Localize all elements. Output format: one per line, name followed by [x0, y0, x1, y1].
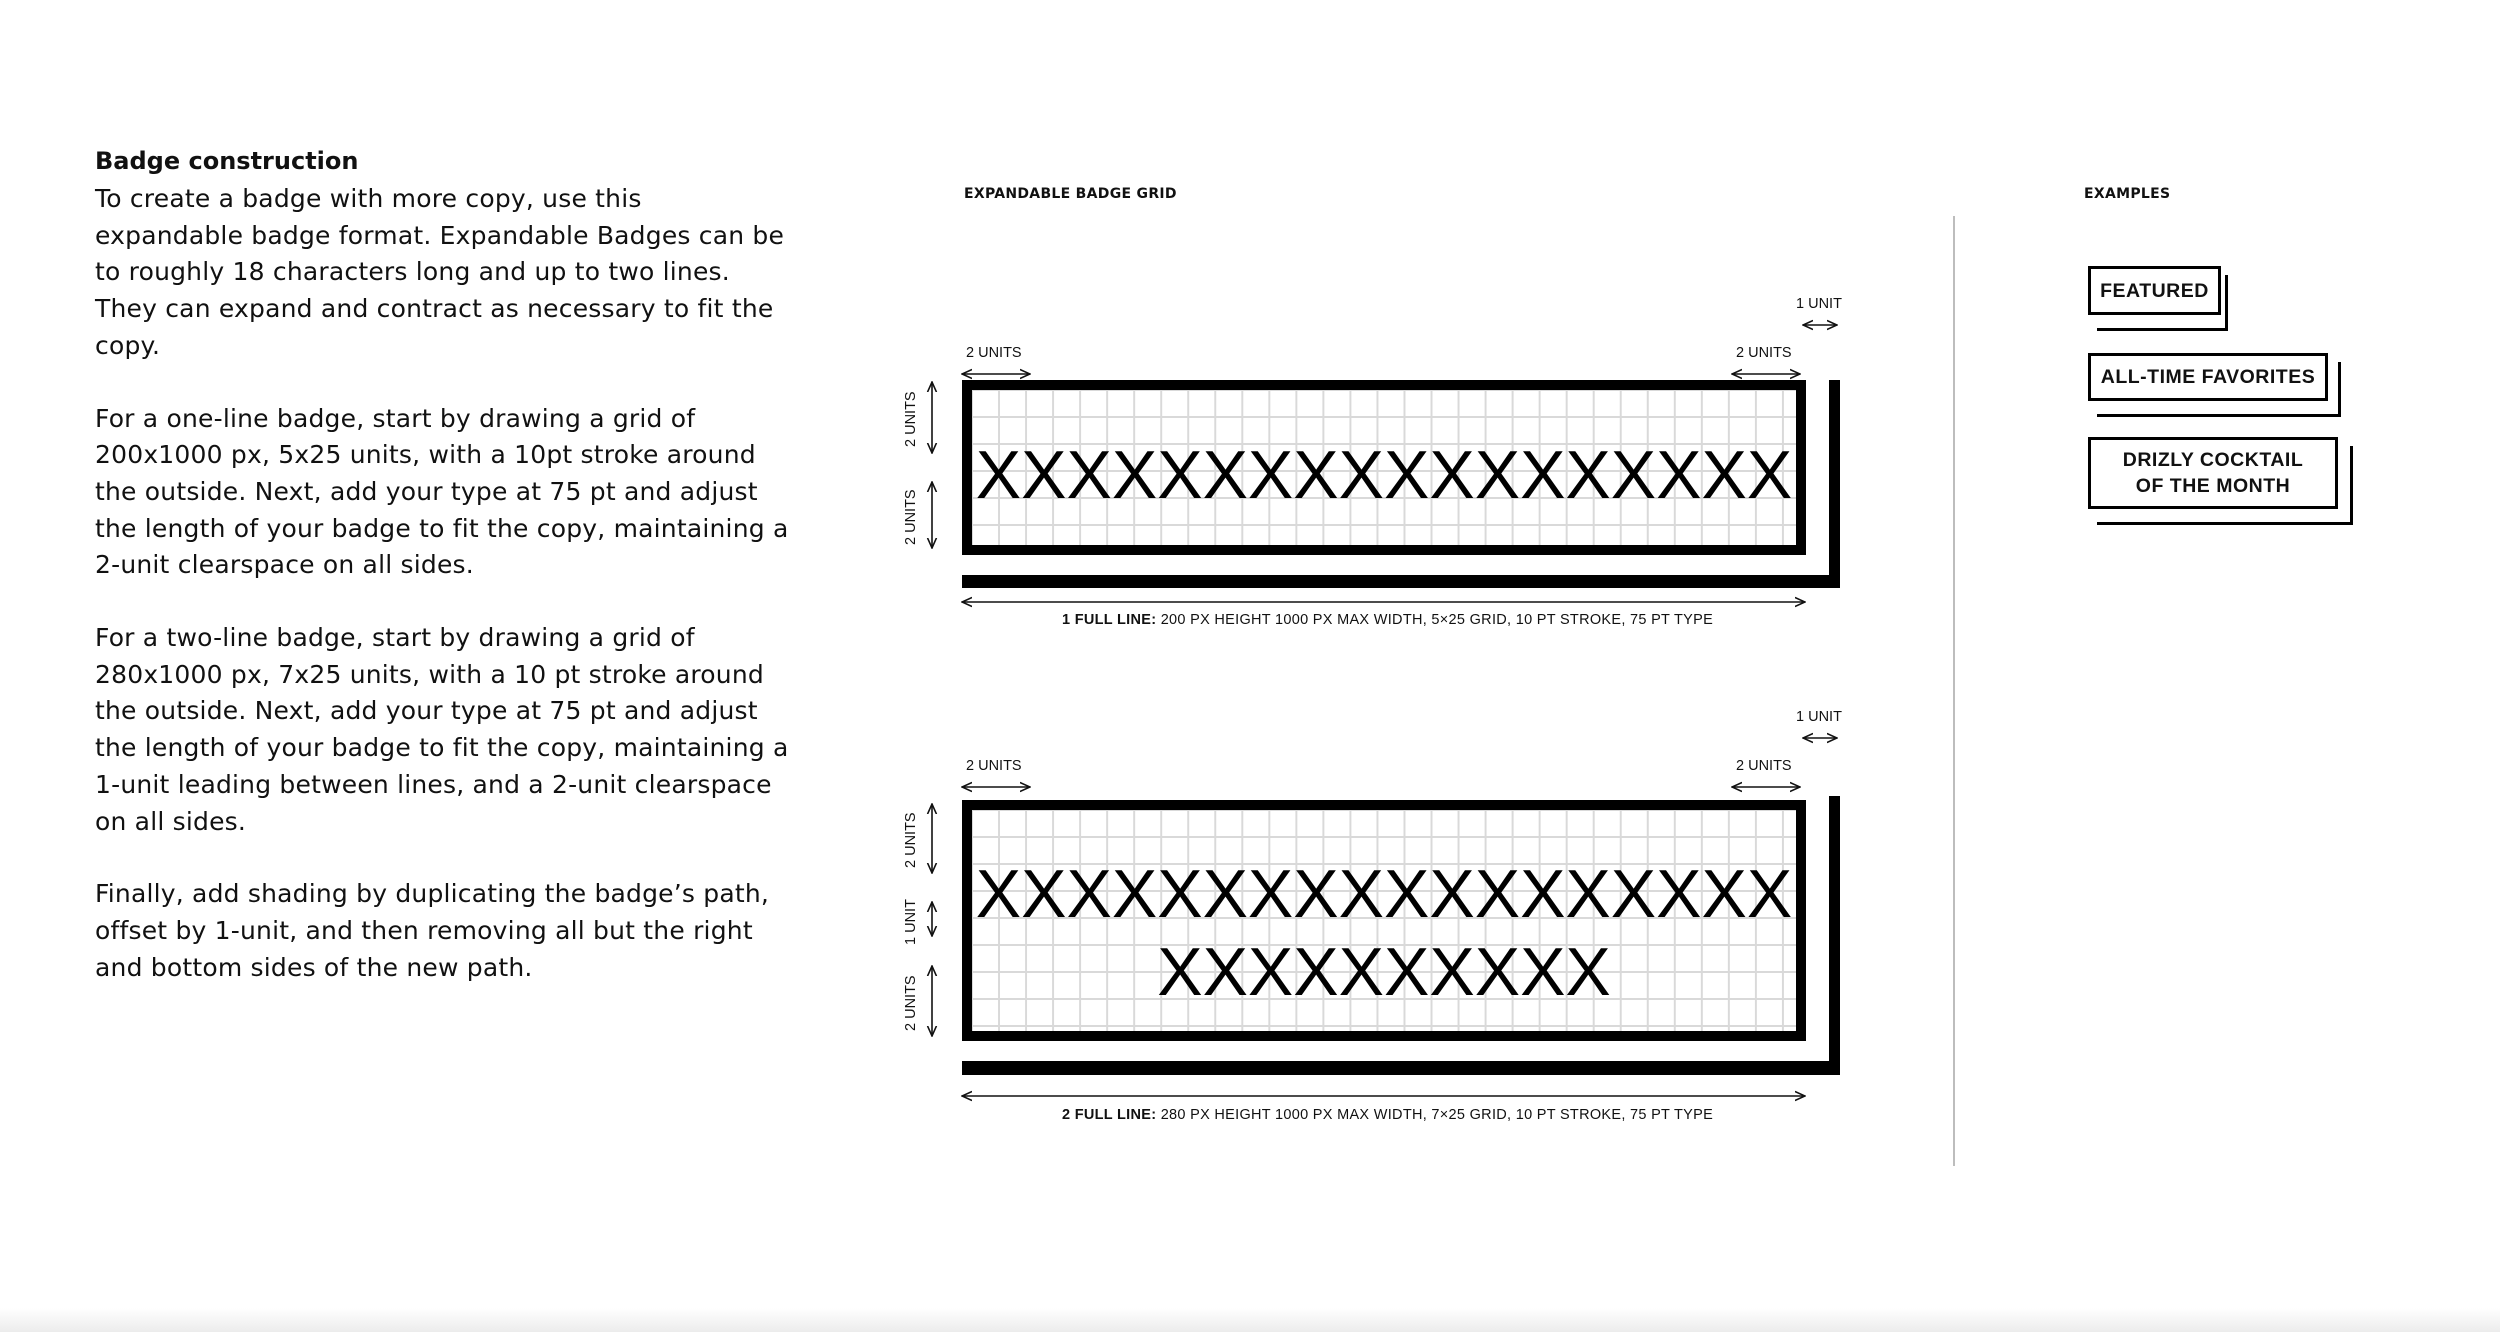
example-badge-text: FEATURED [2100, 279, 2209, 302]
caption-bold-2: 2 FULL LINE: [1062, 1107, 1157, 1123]
bottom-shade [0, 1308, 2500, 1332]
intro-text [95, 145, 795, 1022]
caption-rest: 200 PX HEIGHT 1000 PX MAX WIDTH, 5×25 GRID, 10 PT STROKE, 75 PT TYPE [1156, 612, 1714, 628]
example-badge-text-line-2: OF THE MONTH [2135, 475, 2291, 497]
two-line-sample-text-1: XXXXXXXXXXXXXXXXXX [975, 856, 1793, 932]
label-side-2-units-top: 2 UNITS [903, 391, 919, 447]
grid-section-label: EXPANDABLE BADGE GRID [964, 186, 1177, 202]
label-side-2-units-bottom-2: 2 UNITS [903, 975, 919, 1031]
one-line-sample-text: XXXXXXXXXXXXXXXXXX [975, 437, 1793, 513]
paragraph-two-line: For a two-line badge, start by drawing a grid of 280x1000 px, 7x25 units, with a 10 pt stroke around the outside. Next, add your type at 75 pt and adjust the length of your badge to fit the copy, maintaining a 1-unit leading between lines, and a 2-unit clearspace on all sides. [95, 623, 789, 836]
badge-shadow-right-2 [1829, 796, 1840, 1075]
label-2-units-left-2: 2 UNITS [966, 758, 1022, 774]
example-badge-face [2088, 266, 2221, 315]
paragraph-shading: Finally, add shading by duplicating the badge’s path, offset by 1-unit, and then removing all but the right and bottom sides of the new path. [95, 879, 770, 982]
label-2-units-right: 2 UNITS [1736, 345, 1792, 361]
paragraph-overview: To create a badge with more copy, use this expandable badge format. Expandable Badges can be to roughly 18 characters long and up to two lines. They can expand and contract as necessary to fit the copy. [95, 184, 785, 360]
label-side-2-units-top-2: 2 UNITS [903, 812, 919, 868]
label-2-units-right-2: 2 UNITS [1736, 758, 1792, 774]
label-1-unit-2: 1 UNIT [1796, 709, 1842, 725]
label-2-units-left: 2 UNITS [966, 345, 1022, 361]
caption-rest-2: 280 PX HEIGHT 1000 PX MAX WIDTH, 7×25 GRID, 10 PT STROKE, 75 PT TYPE [1156, 1107, 1714, 1123]
two-line-sample-text-2: XXXXXXXXXX [1157, 934, 1611, 1010]
examples-section-label: EXAMPLES [2084, 186, 2171, 202]
label-side-1-unit-2: 1 UNIT [903, 899, 919, 945]
one-line-badge-grid [962, 380, 1806, 555]
example-badge-face [2088, 437, 2338, 509]
badge-shadow-right [1829, 380, 1840, 588]
paragraph-one-line: For a one-line badge, start by drawing a grid of 200x1000 px, 5x25 units, with a 10pt stroke around the outside. Next, add your type at 75 pt and adjust the length of your badge to fit the copy, maintaining a 2-unit clearspace on all sides. [95, 403, 789, 580]
two-line-badge-grid [962, 800, 1806, 1041]
label-side-2-units-bottom: 2 UNITS [903, 489, 919, 545]
caption-bold: 1 FULL LINE: [1062, 612, 1157, 628]
example-badge-face [2088, 353, 2328, 401]
example-badge-text: ALL-TIME FAVORITES [2100, 366, 2316, 388]
badge-shadow-bottom-2 [962, 1061, 1840, 1075]
example-badge-text-line-1: DRIZLY COCKTAIL [2122, 449, 2304, 471]
badge-shadow-bottom [962, 575, 1840, 588]
one-line-caption [1062, 612, 1713, 628]
section-divider [1953, 216, 1955, 1166]
section-heading: Badge construction [95, 147, 359, 175]
two-line-caption [1062, 1107, 1713, 1123]
label-1-unit: 1 UNIT [1796, 296, 1842, 312]
